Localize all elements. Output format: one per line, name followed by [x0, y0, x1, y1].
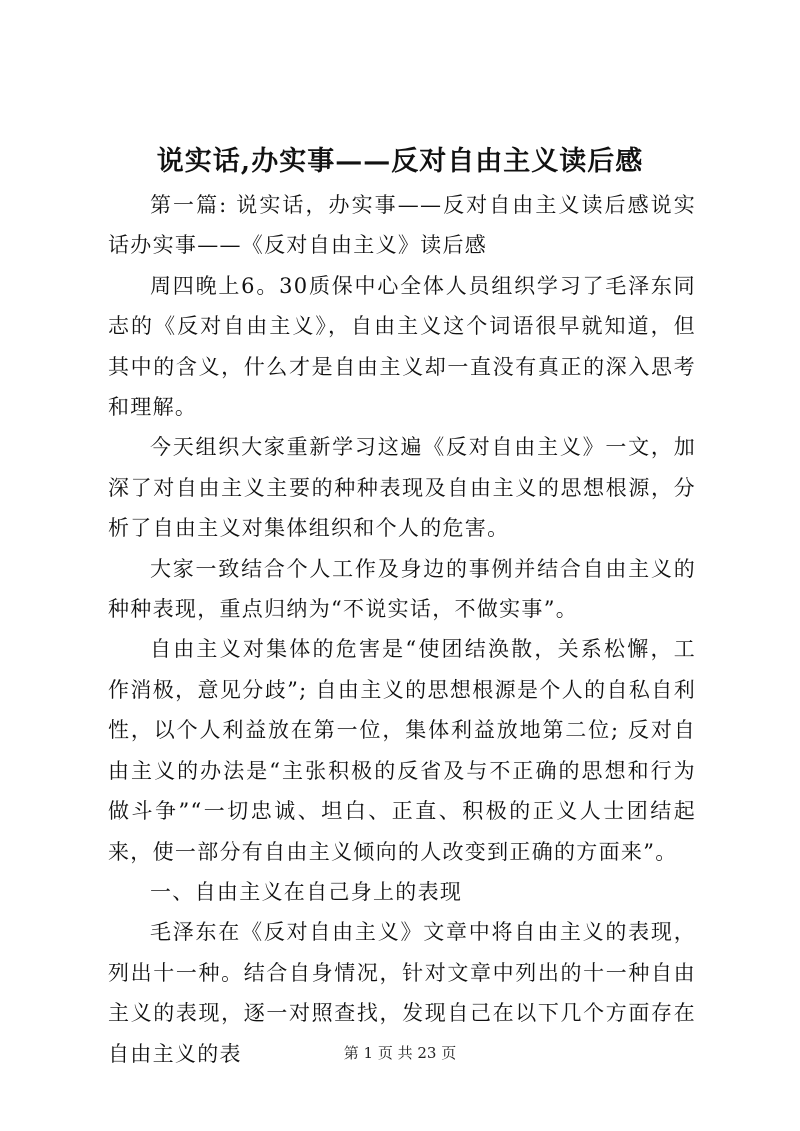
paragraph-summary: 大家一致结合个人工作及身边的事例并结合自由主义的种种表现，重点归纳为“不说实话，不做实事”。 — [108, 556, 696, 622]
paragraph-intro: 第一篇: 说实话，办实事——反对自由主义读后感说实话办实事——《反对自由主义》读后感 — [108, 193, 696, 258]
paragraph-self-check: 毛泽东在《反对自由主义》文章中将自由主义的表现，列出十一种。结合自身情况，针对文章中列出的十一种自由主义的表现，逐一对照查找，发现自己在以下几个方面存在自由主义的表 — [108, 920, 696, 1066]
page-number-footer: 第 1 页 共 23 页 — [343, 1044, 457, 1062]
paragraph-harm: 自由主义对集体的危害是“使团结涣散，关系松懈，工作消极，意见分歧”; 自由主义的思想根源是个人的自私自利性，以个人利益放在第一位，集体利益放地第二位; 反对自由主义的办法是“主张积极的反省及与不正确的思想和行为做斗争”“一切忠诚、坦白、正直、积极的正义人士团结起来，使一部分有自由主义倾向的人改变到正确的方面来”。 — [108, 637, 696, 864]
paragraph-study: 今天组织大家重新学习这遍《反对自由主义》一文，加深了对自由主义主要的种种表现及自由主义的思想根源，分析了自由主义对集体组织和个人的危害。 — [108, 435, 696, 541]
document-title: 说实话,办实事——反对自由主义读后感 — [156, 146, 644, 177]
document-body — [108, 185, 696, 1074]
section-heading: 一、自由主义在自己身上的表现 — [150, 879, 463, 904]
paragraph-meeting: 周四晚上6。30质保中心全体人员组织学习了毛泽东同志的《反对自由主义》，自由主义这个词语很早就知道，但其中的含义，什么才是自由主义却一直没有真正的深入思考和理解。 — [108, 273, 696, 420]
